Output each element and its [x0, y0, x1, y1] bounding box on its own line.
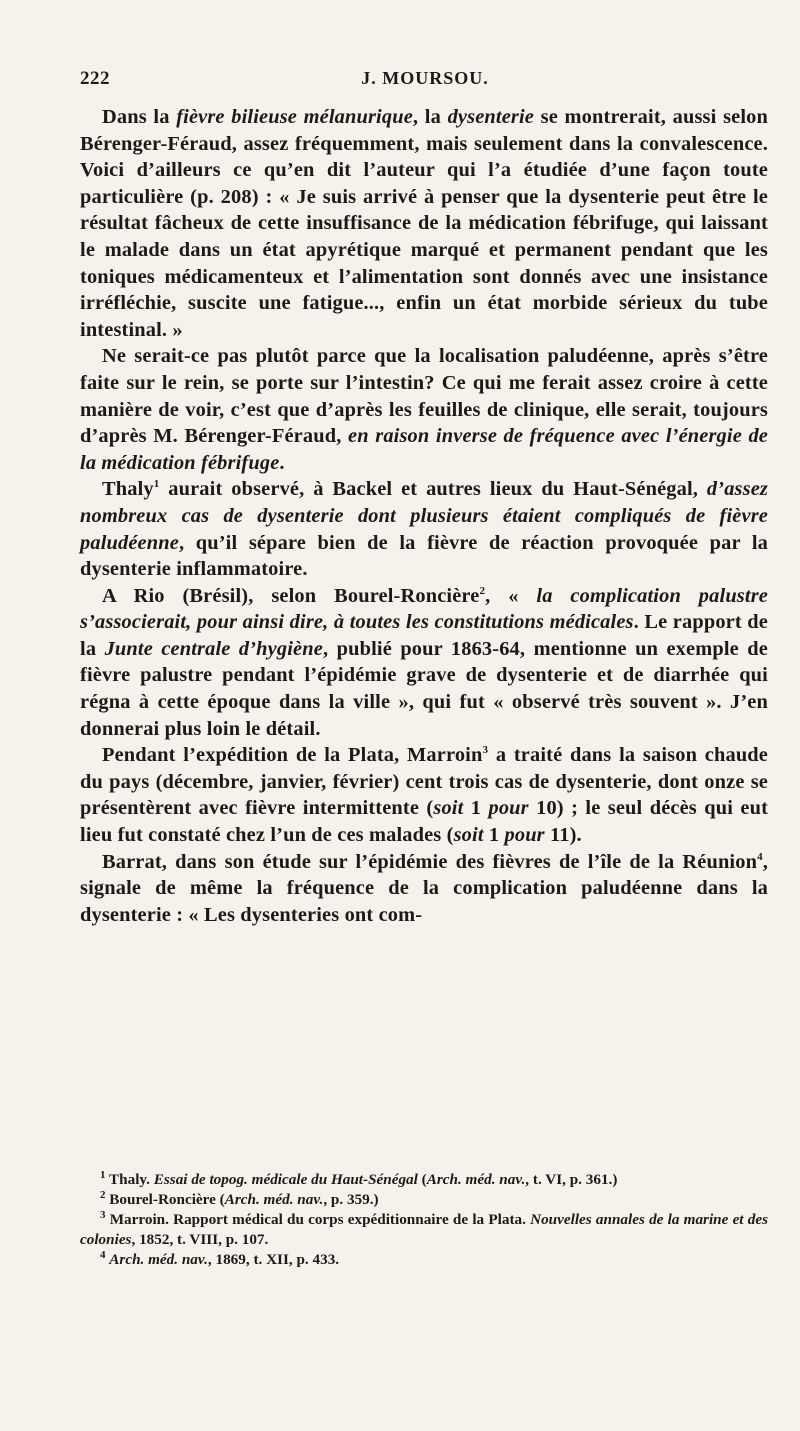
text-run: Marroin. Rapport médical du corps expéditionnaire de la Plata. [105, 1211, 531, 1228]
footnote-marker: 3 [100, 1208, 106, 1221]
italic-text: la complication palustre s’associerait, pour ainsi dire, à toutes les constitutions médicales [80, 584, 768, 634]
running-head: J. MOURSOU. [361, 68, 489, 88]
text-run: a traité dans la saison chaude du pays (décembre, janvier, février) cent trois cas de dysenterie, dont onze se présentèrent avec fièvre intermittente ( [80, 744, 768, 820]
text-run: , « [485, 584, 537, 607]
italic-text: Arch. méd. nav. [224, 1191, 324, 1208]
body-text [80, 104, 768, 928]
paragraph-rio [80, 583, 768, 743]
text-run: . [279, 451, 285, 474]
paragraph-plata [80, 742, 768, 848]
italic-text: d’assez nombreux cas de dysenterie dont plusieurs étaient compliqués de fièvre paludéenne [80, 478, 768, 554]
text-run: , qu’il sépare bien de la fièvre de réaction provoquée par la dysenterie inflammatoire. [80, 531, 768, 581]
text-run: , 1869, t. XII, p. 433. [207, 1251, 340, 1268]
footnote-marker: 1 [153, 478, 160, 491]
text-run: , p. 359.) [323, 1191, 379, 1208]
text-run: 11). [544, 824, 582, 847]
italic-text: Junte centrale d’hygiène [104, 637, 323, 660]
text-run: A Rio (Brésil), selon Bourel-Roncière [102, 584, 480, 607]
footnote-3 [80, 1210, 768, 1250]
text-run: 1 [463, 797, 489, 820]
footnote-marker: 4 [757, 850, 763, 863]
text-run: , signale de même la fréquence de la complication paludéenne dans la dysenterie : « Les dysenteries ont com- [80, 850, 768, 926]
italic-text: Essai de topog. médicale du Haut-Sénégal [153, 1171, 418, 1188]
text-run: , publié pour 1863-64, mentionne un exemple de fièvre palustre pendant l’épidémie grave de dysenterie et de diarrhée qui régna à cette époque dans la ville », qui fut « observé très souvent ». J’en donnerai plus loin le détail. [80, 637, 768, 740]
paragraph-thaly [80, 476, 768, 582]
footnote-marker: 2 [100, 1188, 106, 1201]
text-run: ( [417, 1171, 427, 1188]
footnote-marker: 2 [479, 584, 486, 597]
italic-text: pour [488, 797, 529, 820]
text-run: Thaly [102, 478, 154, 501]
text-run: 1 [483, 824, 505, 847]
italic-text: dysenterie [447, 106, 535, 128]
text-run: , t. VI, p. 361.) [525, 1171, 618, 1188]
text-run: Ne serait-ce pas plutôt parce que la localisation paludéenne, après s’être faite sur le rein, se porte sur l’intestin? Ce qui me ferait assez croire à cette manière de voir, c’est que d’après les feuilles de clinique, elle serait, toujours d’après M. Bérenger-Féraud, [80, 345, 768, 448]
italic-text: en raison inverse de fréquence avec l’énergie de la médication fébrifuge [80, 425, 768, 474]
text-run: Pendant l’expédition de la Plata, Marroin [102, 744, 483, 767]
page-number: 222 [80, 68, 110, 89]
footnote-marker: 4 [100, 1248, 106, 1261]
text-run: Bourel-Roncière ( [105, 1191, 225, 1208]
text-run: 10) ; le seul décès qui eut lieu fut constaté chez l’un de ces malades ( [80, 797, 769, 847]
italic-text: Arch. méd. nav. [426, 1171, 526, 1188]
footnote-1 [80, 1170, 768, 1190]
italic-text: soit [453, 824, 484, 847]
italic-text: fièvre bilieuse mélanurique [176, 106, 413, 128]
footnotes [80, 1170, 768, 1270]
text-run: , la [412, 106, 448, 128]
page-header [80, 68, 770, 92]
paragraph-barrat [80, 849, 768, 929]
footnote-4 [80, 1250, 768, 1270]
text-run: . Le rapport de la [80, 611, 768, 660]
text-run: Dans la [102, 106, 177, 128]
text-run: Thaly. [105, 1171, 154, 1188]
footnote-marker: 3 [482, 744, 489, 757]
italic-text: soit [433, 797, 464, 820]
text-run: se montrerait, aussi selon Bérenger-Féraud, assez fréquemment, mais seulement dans la convalescence. Voici d’ailleurs ce qu’en dit l’auteur qui l’a étudiée d’une façon toute particulière (p. 208) : « Je suis arrivé à penser que la dysenterie peut être le résultat fâcheux de cette insuffisance de la médication fébrifuge, qui laissant le malade dans un état apyrétique marqué et permanent pendant que les toniques médicamenteux et l’alimentation sont donnés avec une insistance irréfléchie, suscite une fatigue..., enfin un état morbide sérieux du tube intestinal. » [80, 106, 769, 341]
footnote-marker: 1 [100, 1168, 106, 1181]
text-run: , 1852, t. VIII, p. 107. [131, 1231, 269, 1248]
paragraph-localisation [80, 343, 768, 476]
footnote-2 [80, 1190, 768, 1210]
italic-text: Nouvelles annales de la marine et des colonies [80, 1211, 768, 1248]
paragraph-fievre-bilieuse [80, 104, 768, 343]
text-run: Barrat, dans son étude sur l’épidémie des fièvres de l’île de la Réunion [102, 850, 758, 873]
text-run: aurait observé, à Backel et autres lieux du Haut-Sénégal, [159, 478, 707, 501]
italic-text: pour [504, 824, 545, 847]
italic-text: Arch. méd. nav. [109, 1251, 208, 1268]
